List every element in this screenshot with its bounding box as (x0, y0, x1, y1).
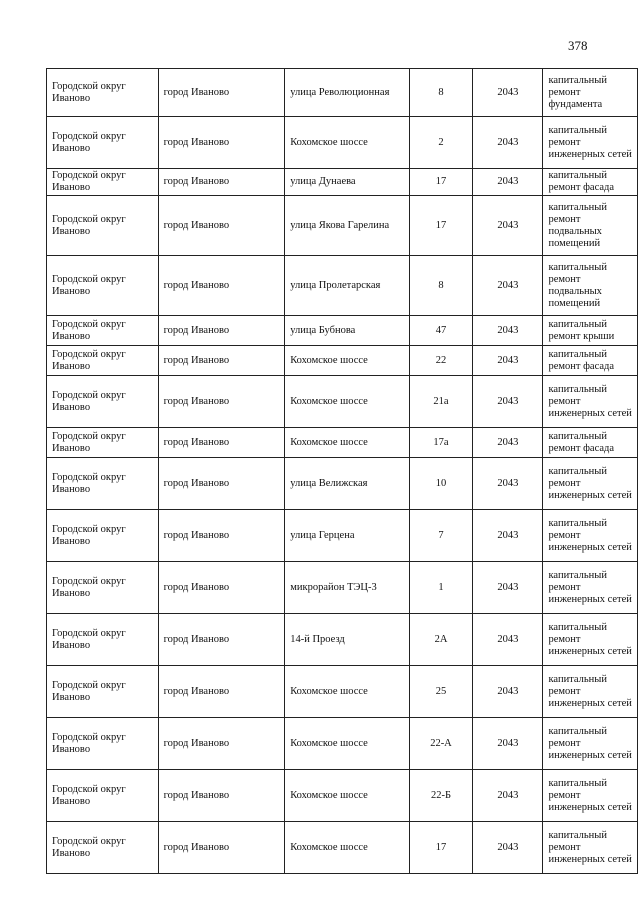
year-cell: 2043 (473, 316, 543, 346)
year-cell: 2043 (473, 718, 543, 770)
table-body (47, 69, 638, 874)
year-cell: 2043 (473, 196, 543, 256)
city-cell: город Иваново (158, 718, 285, 770)
house-number-cell: 1 (409, 562, 472, 614)
house-number-cell: 17 (409, 196, 472, 256)
table-row (47, 510, 638, 562)
table-row (47, 316, 638, 346)
street-cell: улица Дунаева (285, 169, 410, 196)
municipal-district-cell: Городской округ Иваново (47, 117, 159, 169)
house-number-cell: 17а (409, 428, 472, 458)
year-cell: 2043 (473, 770, 543, 822)
year-cell: 2043 (473, 376, 543, 428)
house-number-cell: 22-А (409, 718, 472, 770)
municipal-district-cell: Городской округ Иваново (47, 169, 159, 196)
year-cell: 2043 (473, 428, 543, 458)
table-row (47, 428, 638, 458)
house-number-cell: 22-Б (409, 770, 472, 822)
municipal-district-cell: Городской округ Иваново (47, 69, 159, 117)
municipal-district-cell: Городской округ Иваново (47, 614, 159, 666)
municipal-district-cell: Городской округ Иваново (47, 718, 159, 770)
house-number-cell: 25 (409, 666, 472, 718)
city-cell: город Иваново (158, 256, 285, 316)
city-cell: город Иваново (158, 614, 285, 666)
repair-type-cell: капитальный ремонт подвальных помещений (543, 196, 638, 256)
year-cell: 2043 (473, 614, 543, 666)
city-cell: город Иваново (158, 666, 285, 718)
house-number-cell: 17 (409, 822, 472, 874)
city-cell: город Иваново (158, 510, 285, 562)
repair-type-cell: капитальный ремонт инженерных сетей (543, 376, 638, 428)
table-row (47, 69, 638, 117)
municipal-district-cell: Городской округ Иваново (47, 822, 159, 874)
house-number-cell: 21а (409, 376, 472, 428)
street-cell: Кохомское шоссе (285, 770, 410, 822)
street-cell: улица Революционная (285, 69, 410, 117)
municipal-district-cell: Городской округ Иваново (47, 376, 159, 428)
repair-type-cell: капитальный ремонт фасада (543, 428, 638, 458)
house-number-cell: 2А (409, 614, 472, 666)
city-cell: город Иваново (158, 117, 285, 169)
city-cell: город Иваново (158, 169, 285, 196)
year-cell: 2043 (473, 510, 543, 562)
repair-type-cell: капитальный ремонт фасада (543, 346, 638, 376)
city-cell: город Иваново (158, 458, 285, 510)
city-cell: город Иваново (158, 316, 285, 346)
street-cell: Кохомское шоссе (285, 718, 410, 770)
table-row (47, 196, 638, 256)
table-row (47, 822, 638, 874)
house-number-cell: 7 (409, 510, 472, 562)
repair-type-cell: капитальный ремонт инженерных сетей (543, 822, 638, 874)
municipal-district-cell: Городской округ Иваново (47, 458, 159, 510)
municipal-district-cell: Городской округ Иваново (47, 196, 159, 256)
year-cell: 2043 (473, 822, 543, 874)
table-row (47, 458, 638, 510)
street-cell: Кохомское шоссе (285, 346, 410, 376)
municipal-district-cell: Городской округ Иваново (47, 510, 159, 562)
repair-type-cell: капитальный ремонт крыши (543, 316, 638, 346)
house-number-cell: 17 (409, 169, 472, 196)
year-cell: 2043 (473, 458, 543, 510)
repair-schedule-table (46, 68, 638, 874)
street-cell: Кохомское шоссе (285, 666, 410, 718)
city-cell: город Иваново (158, 376, 285, 428)
repair-type-cell: капитальный ремонт инженерных сетей (543, 718, 638, 770)
table-row (47, 117, 638, 169)
year-cell: 2043 (473, 69, 543, 117)
street-cell: Кохомское шоссе (285, 376, 410, 428)
year-cell: 2043 (473, 666, 543, 718)
table-row (47, 169, 638, 196)
city-cell: город Иваново (158, 428, 285, 458)
house-number-cell: 8 (409, 256, 472, 316)
year-cell: 2043 (473, 346, 543, 376)
street-cell: улица Герцена (285, 510, 410, 562)
street-cell: улица Пролетарская (285, 256, 410, 316)
year-cell: 2043 (473, 169, 543, 196)
street-cell: 14-й Проезд (285, 614, 410, 666)
repair-type-cell: капитальный ремонт инженерных сетей (543, 562, 638, 614)
municipal-district-cell: Городской округ Иваново (47, 346, 159, 376)
year-cell: 2043 (473, 562, 543, 614)
repair-type-cell: капитальный ремонт инженерных сетей (543, 666, 638, 718)
table-row (47, 666, 638, 718)
table-row (47, 614, 638, 666)
repair-type-cell: капитальный ремонт инженерных сетей (543, 510, 638, 562)
municipal-district-cell: Городской округ Иваново (47, 562, 159, 614)
table-row (47, 562, 638, 614)
repair-type-cell: капитальный ремонт подвальных помещений (543, 256, 638, 316)
municipal-district-cell: Городской округ Иваново (47, 666, 159, 718)
municipal-district-cell: Городской округ Иваново (47, 316, 159, 346)
house-number-cell: 22 (409, 346, 472, 376)
street-cell: Кохомское шоссе (285, 117, 410, 169)
repair-type-cell: капитальный ремонт инженерных сетей (543, 614, 638, 666)
municipal-district-cell: Городской округ Иваново (47, 770, 159, 822)
city-cell: город Иваново (158, 822, 285, 874)
municipal-district-cell: Городской округ Иваново (47, 256, 159, 316)
table-row (47, 346, 638, 376)
repair-type-cell: капитальный ремонт инженерных сетей (543, 117, 638, 169)
page-number: 378 (568, 38, 588, 53)
house-number-cell: 8 (409, 69, 472, 117)
repair-type-cell: капитальный ремонт фасада (543, 169, 638, 196)
house-number-cell: 10 (409, 458, 472, 510)
year-cell: 2043 (473, 117, 543, 169)
table-row (47, 770, 638, 822)
house-number-cell: 2 (409, 117, 472, 169)
street-cell: микрорайон ТЭЦ-3 (285, 562, 410, 614)
street-cell: Кохомское шоссе (285, 428, 410, 458)
repair-type-cell: капитальный ремонт инженерных сетей (543, 770, 638, 822)
repair-type-cell: капитальный ремонт фундамента (543, 69, 638, 117)
city-cell: город Иваново (158, 69, 285, 117)
city-cell: город Иваново (158, 346, 285, 376)
street-cell: Кохомское шоссе (285, 822, 410, 874)
municipal-district-cell: Городской округ Иваново (47, 428, 159, 458)
city-cell: город Иваново (158, 196, 285, 256)
street-cell: улица Бубнова (285, 316, 410, 346)
house-number-cell: 47 (409, 316, 472, 346)
year-cell: 2043 (473, 256, 543, 316)
city-cell: город Иваново (158, 562, 285, 614)
table-row (47, 376, 638, 428)
table-row (47, 718, 638, 770)
street-cell: улица Велижская (285, 458, 410, 510)
street-cell: улица Якова Гарелина (285, 196, 410, 256)
city-cell: город Иваново (158, 770, 285, 822)
repair-type-cell: капитальный ремонт инженерных сетей (543, 458, 638, 510)
table-row (47, 256, 638, 316)
